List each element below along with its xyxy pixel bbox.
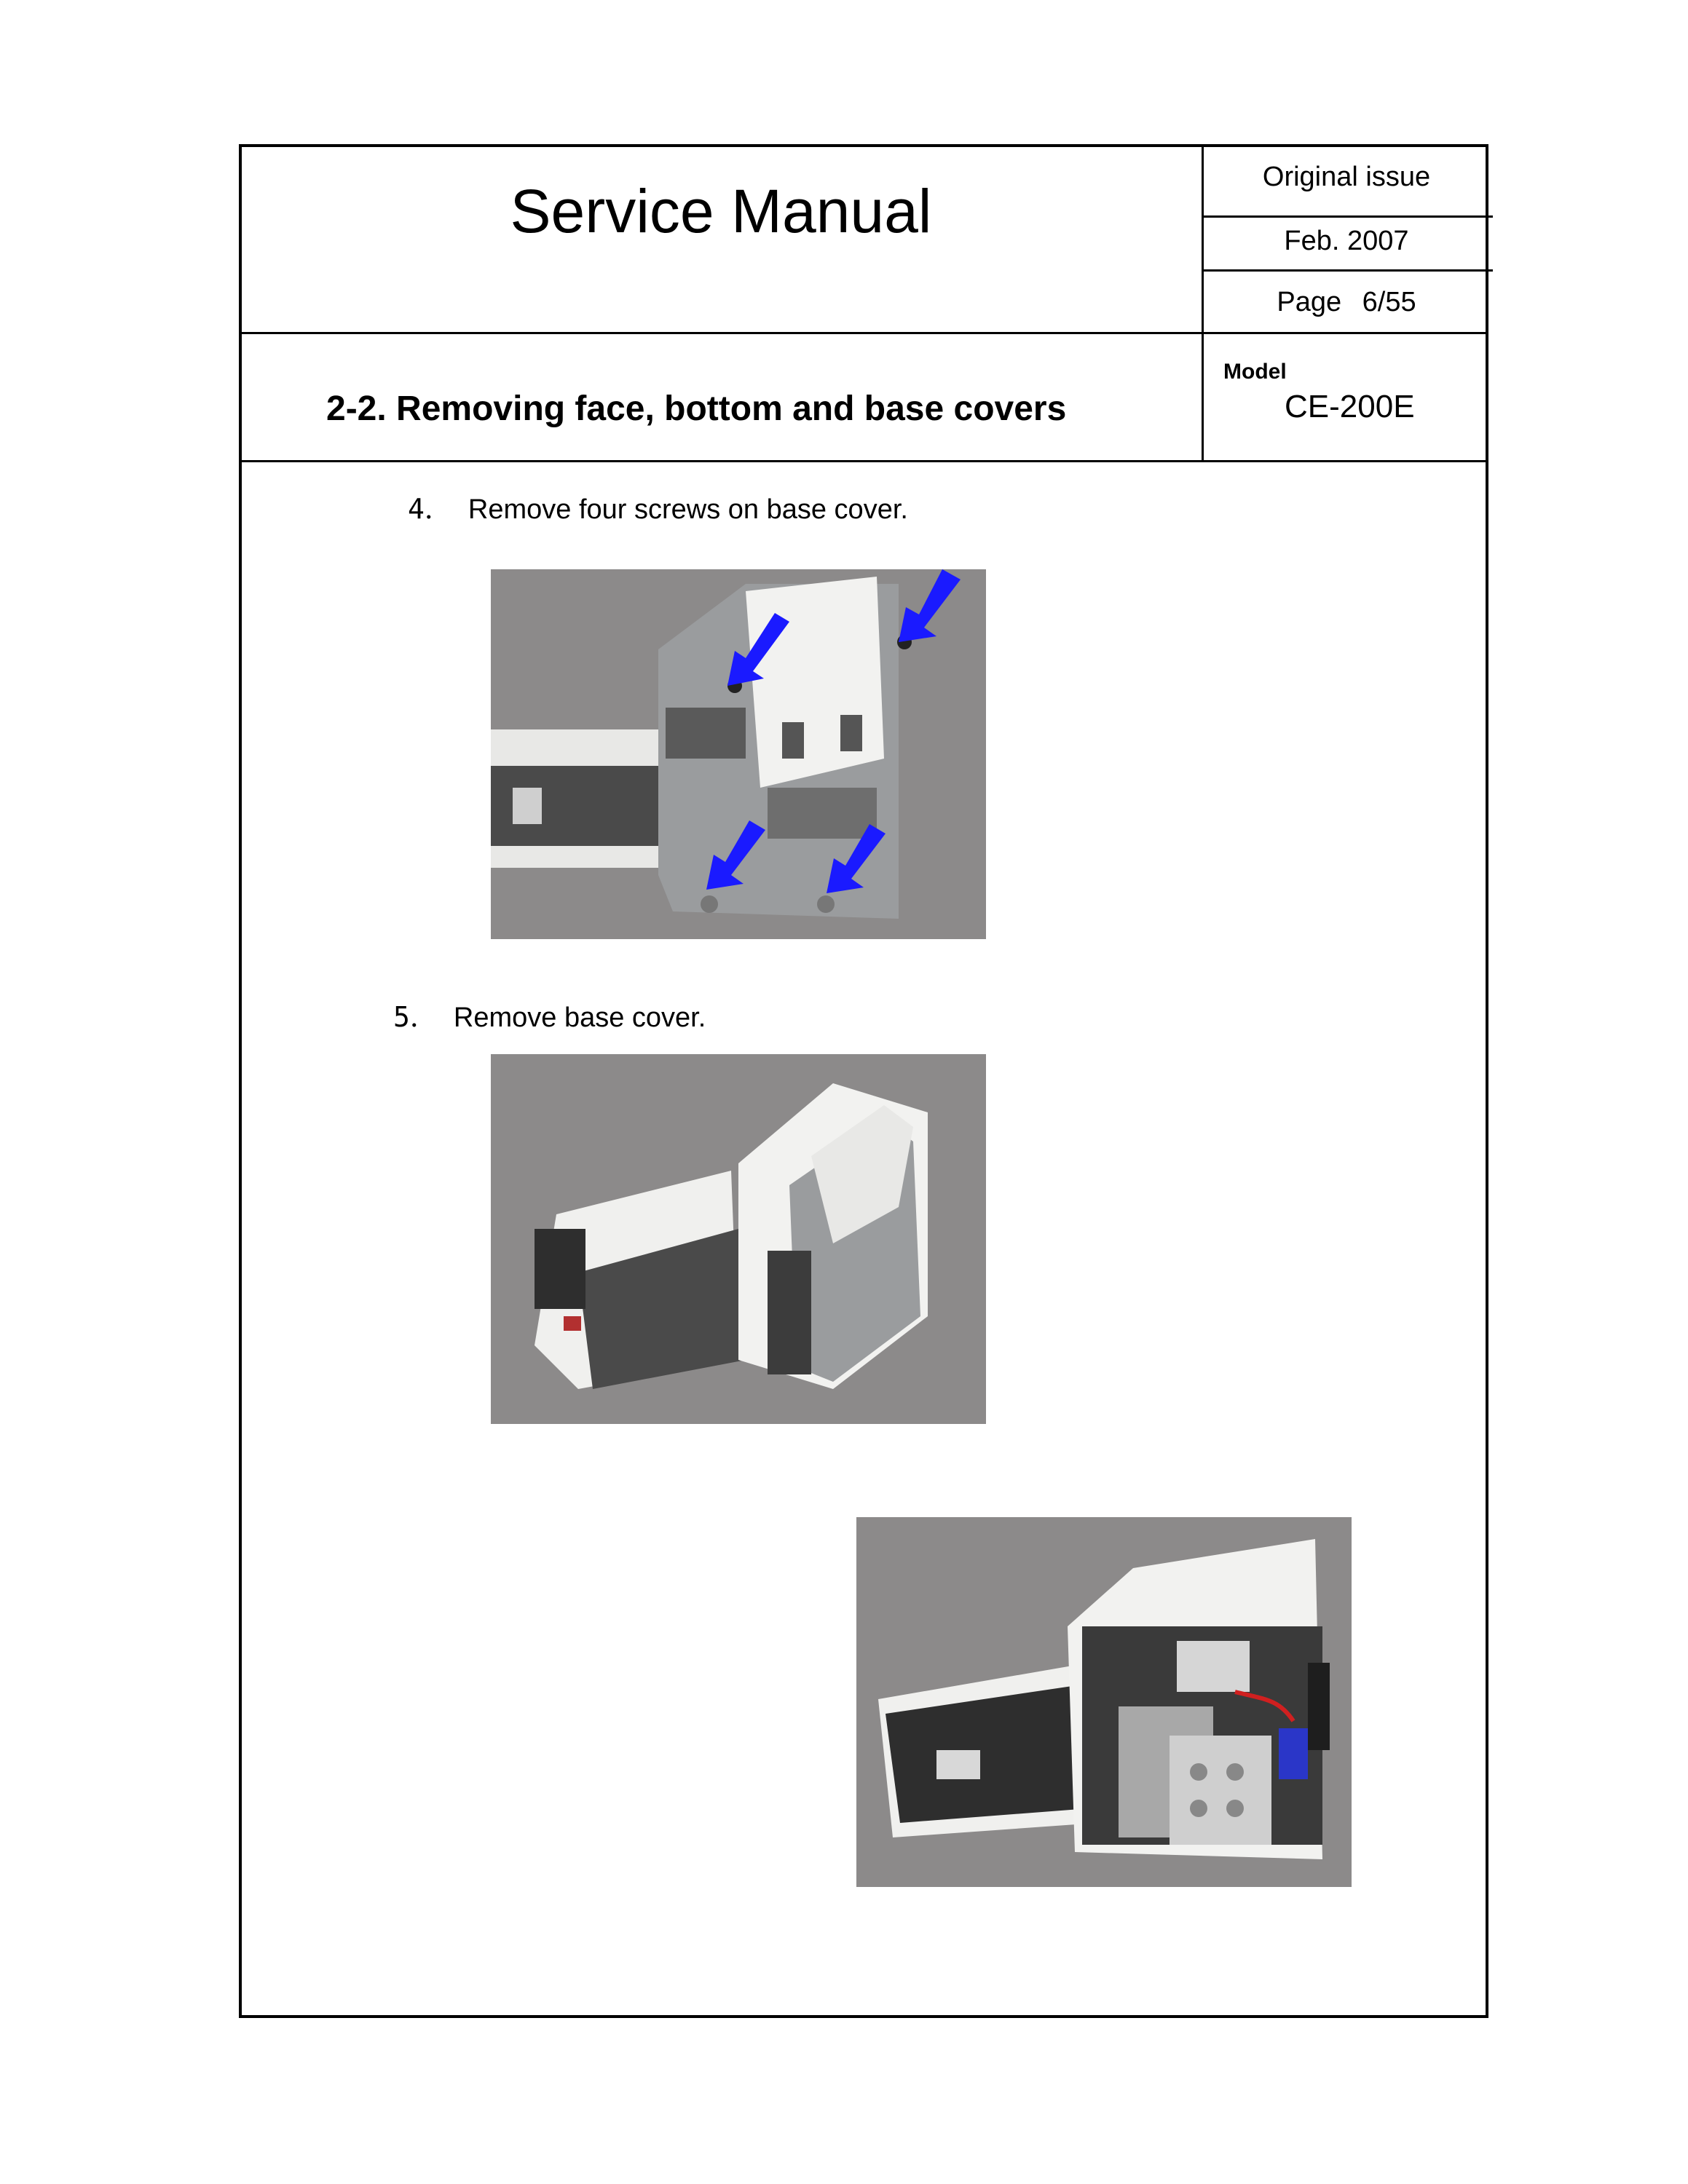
header-divider	[239, 332, 1488, 334]
original-issue-label: Original issue	[1262, 162, 1431, 192]
step-number: 5．	[393, 1001, 438, 1033]
document-title: Service Manual	[510, 177, 932, 245]
model-label: Model	[1223, 360, 1287, 384]
page-value: 6/55	[1362, 287, 1416, 317]
step-text: Remove base cover.	[453, 1002, 706, 1033]
photo-internal-mechanism-illustration	[856, 1517, 1352, 1887]
step-4	[408, 486, 908, 526]
section-title: 2-2. Removing face, bottom and base covers	[326, 389, 1067, 428]
header-column-divider	[1202, 144, 1204, 462]
photo-screws-base-cover	[491, 569, 986, 939]
step-number: 4．	[408, 493, 452, 525]
page-label: Page	[1277, 287, 1342, 317]
section-divider	[239, 460, 1488, 462]
meta-divider-2	[1202, 269, 1493, 272]
meta-divider-1	[1202, 215, 1493, 218]
step-text: Remove four screws on base cover.	[468, 494, 908, 525]
photo-remove-cover-illustration	[491, 1054, 986, 1424]
photo-base-cover-removed	[856, 1517, 1352, 1887]
photo-screws-illustration	[491, 569, 986, 939]
issue-date: Feb. 2007	[1284, 226, 1409, 256]
photo-remove-base-cover	[491, 1054, 986, 1424]
page-number	[1206, 287, 1487, 318]
step-5	[393, 994, 706, 1034]
model-value: CE-200E	[1285, 389, 1415, 424]
